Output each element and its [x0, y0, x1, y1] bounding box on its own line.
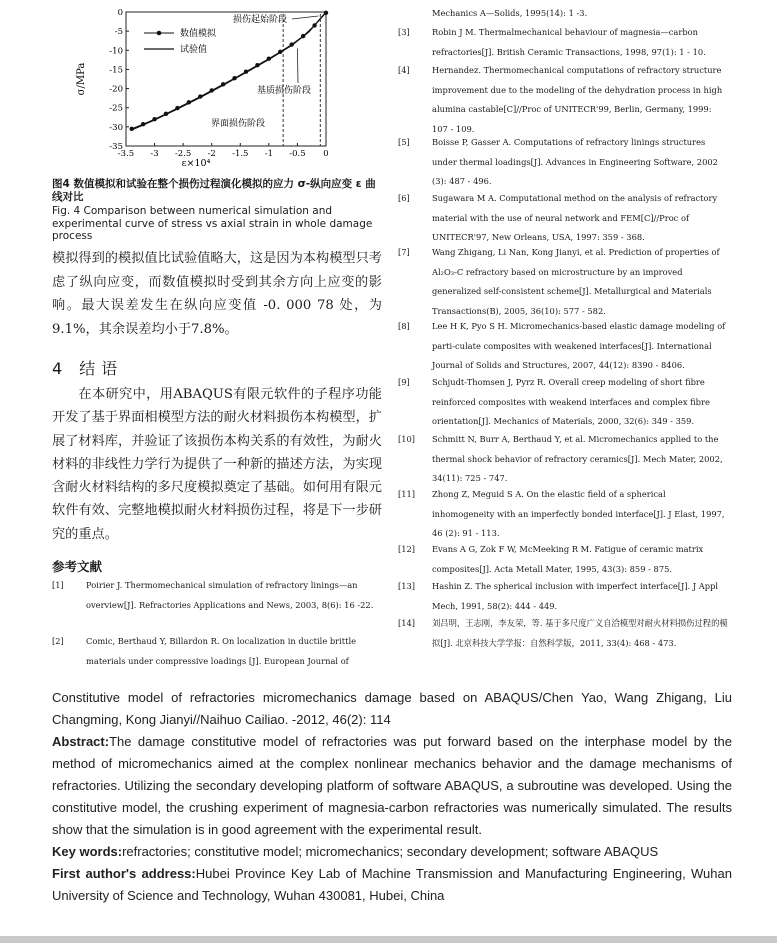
conclusion-text — [52, 383, 382, 546]
reference-number: [13] — [398, 581, 416, 591]
reference-number: [7] — [398, 247, 410, 257]
reference-number: [5] — [398, 137, 410, 147]
address-label: First author's address: — [52, 866, 196, 881]
keywords-line — [52, 841, 732, 863]
series-point-simulated — [187, 100, 191, 104]
references-heading: 参考文献 — [52, 559, 103, 574]
english-abstract — [52, 687, 732, 907]
series-point-simulated — [152, 117, 156, 121]
page-bottom-band — [0, 936, 777, 943]
chart-annotations — [211, 13, 320, 146]
series-point-simulated — [232, 76, 236, 80]
address-line — [52, 863, 732, 907]
figure-caption-en: Fig. 4 Comparison between numerical simulation and experimental curve of stress vs axial strain in whole damage process — [52, 205, 373, 242]
series-point-simulated — [198, 94, 202, 98]
reference-number: [11] — [398, 489, 416, 499]
reference-number: [14] — [398, 618, 416, 628]
reference-number: [1] — [52, 580, 64, 590]
y-tick-label: -30 — [109, 122, 123, 133]
x-tick-label: -2 — [207, 149, 216, 159]
abstract-paragraph — [52, 731, 732, 841]
series-line-experimental — [132, 12, 326, 130]
reference-number: [3] — [398, 27, 410, 37]
reference-text: Schmitt N, Burr A, Berthaud Y, et al. Micromechanics applied to the thermal shock behavior of refractory ceramics[J]. Mech Mater, 2002, 34(11): 725 - 747. — [432, 434, 723, 483]
legend-marker-simulated — [157, 31, 162, 36]
conclusion-paragraph: 在本研究中，用ABAQUS有限元软件的子程序功能开发了基于界面相模型方法的耐火材料损伤本构模型，扩展了材料库，并验证了该损伤本构关系的有效性，为耐火材料的非线性力学行为提供了一种新的描述方法，为实现含耐火材料结构的多尺度模拟奠定了基础。如何用有限元软件有效、完整地模拟耐火材料损伤过程，将是下一步研究的重点。 — [52, 387, 382, 542]
abstract-title-line: Constitutive model of refractories micromechanics damage based on ABAQUS/Chen Yao, Wang Zhigang, Liu Changming, Kong Jianyi//Naihuo Cailiao. -2012, 46(2): 114 — [52, 690, 732, 727]
reference-number: [4] — [398, 65, 410, 75]
annotation-matrix-damage: 基质损伤阶段 — [256, 86, 312, 96]
y-tick-label: -20 — [109, 84, 123, 95]
series-point-simulated — [267, 57, 271, 61]
abstract-label: Abstract: — [52, 734, 110, 749]
series-line-simulated — [132, 13, 326, 129]
reference-text: Hernandez. Thermomechanical computations of refractory structure improvement due to the modeling of the dehydration process in high alumina castable[C]//Proc of UNITECR'99, Berlin, Germany, 1999: 107 - 109. — [432, 65, 723, 134]
address-text: Hubei Province Key Lab of Machine Transmission and Manufacturing Engineering, Wuhan University of Science and Technology, Wuhan 430081, Hubei, China — [52, 866, 732, 903]
legend-label-simulated: 数值模拟 — [180, 29, 217, 39]
chart-legend — [144, 27, 217, 55]
x-tick-label: -1.5 — [232, 149, 249, 159]
reference-text: Lee H K, Pyo S H. Micromechanics-based elastic damage modeling of parti-culate composites with weakened interfaces[J]. International Journal of Solids and Structures, 2007, 44(12): 8390 - 8406. — [432, 321, 726, 370]
section-heading-conclusion: 4 结语 — [52, 359, 124, 378]
x-tick-label: 0 — [323, 149, 329, 159]
reference-text: Hashin Z. The spherical inclusion with imperfect interface[J]. J Appl Mech, 1991, 58(2): 444 - 449. — [432, 581, 719, 611]
series-point-simulated — [278, 50, 282, 54]
series-point-simulated — [164, 112, 168, 116]
series-point-simulated — [141, 122, 145, 126]
series-point-simulated — [255, 63, 259, 67]
keywords-text: refractories; constitutive model; micromechanics; secondary development; software ABAQUS — [122, 844, 659, 859]
reference-text: Wang Zhigang, Li Nan, Kong Jianyi, et al. Prediction of properties of Al₂O₃-C refractory based on microstructure by an improved generalized self-consistent scheme[J]. Metallurgical and Materials Transactions(B), 2005, 36(10): 577 - 582. — [432, 247, 720, 316]
reference-text: Sugawara M A. Computational method on the analysis of refractory material with the use of neural network and FEM[C]//Proc of UNITECR'97, New Orleans, USA, 1997: 359 - 368. — [432, 193, 718, 242]
y-tick-label: -35 — [109, 142, 123, 152]
reference-number: [12] — [398, 544, 416, 554]
body-paragraph: 模拟得到的模拟值比试验值略大，这是因为本构模型只考虑了纵向应变，而数值模拟时受到其余方向上应变的影响。最大误差发生在纵向应变值 -0. 000 78 处，为9.1%，其余误差均小于7.8%。 — [52, 251, 382, 337]
reference-number: [8] — [398, 321, 410, 331]
chart-series — [130, 11, 329, 131]
y-axis-label: σ/MPa — [76, 62, 87, 96]
reference-text: Zhong Z, Meguid S A. On the elastic field of a spherical inhomogeneity with an imperfectly bonded interface[J]. J Elast, 1997, 46 (2): 91 - 113. — [432, 489, 725, 538]
reference-text: 刘吕明，王志刚，李友荣，等. 基于多尺度广义自洽模型对耐火材料损伤过程的模拟[J]. 北京科技大学学报：自然科学版，2011, 33(4): 468 - 473. — [432, 618, 728, 648]
y-tick-label: 0 — [117, 8, 123, 18]
reference-number: [6] — [398, 193, 410, 203]
series-point-simulated — [175, 106, 179, 110]
x-tick-label: -3 — [150, 149, 159, 159]
series-point-simulated — [244, 70, 248, 74]
series-point-simulated — [312, 23, 316, 27]
reference-text: Robin J M. Thermalmechanical behaviour of magnesia—carbon refractories[J]. British Ceramic Transactions, 1998, 97(1): 1 - 10. — [432, 27, 706, 57]
series-point-simulated — [221, 82, 225, 86]
figure-caption-zh: 图4 数值模拟和试验在整个损伤过程演化模拟的应力 σ-纵向应变 ε 曲线对比 — [52, 178, 376, 203]
body-text — [52, 247, 382, 341]
reference-number: [2] — [52, 636, 64, 646]
y-tick-label: -10 — [109, 46, 123, 57]
series-point-simulated — [301, 34, 305, 38]
reference-number: [10] — [398, 434, 416, 444]
series-point-simulated — [210, 88, 214, 92]
y-tick-label: -15 — [109, 65, 123, 76]
annotation-arrow — [297, 49, 298, 83]
reference-text: Mechanics A—Solids, 1995(14): 1 -3. — [432, 8, 588, 18]
annotation-interface-damage: 界面损伤阶段 — [210, 119, 266, 129]
reference-text: Evans A G, Zok F W, McMeeking R M. Fatigue of ceramic matrix composites[J]. Acta Metall Mater, 1995, 43(3): 859 - 875. — [432, 544, 704, 574]
y-tick-label: -25 — [109, 103, 123, 114]
keywords-label: Key words: — [52, 844, 123, 859]
x-tick-label: -1 — [264, 149, 273, 159]
reference-text: Schjudt-Thomsen J, Pyrz R. Overall creep modeling of short fibre reinforced composites with weakend interfaces and complex fibre orientation[J]. Mechanics of Materials, 2000, 32(6): 349 - 359. — [432, 377, 710, 426]
annotation-damage-start: 损伤起始阶段 — [232, 15, 288, 25]
x-tick-label: -0.5 — [289, 149, 306, 159]
abstract-text: The damage constitutive model of refractories was put forward based on the interphase model by the method of micromechanics aimed at the complex nonlinear mechanics behavior and the damage mechanisms of refractories. Utilizing the secondary developing platform of software ABAQUS, a subroutine was developed. Using the constitutive model, the crushing experiment of magnesia-carbon refractories was numerically simulated. The results show that the simulation is in good agreement with the experimental result. — [52, 734, 732, 837]
x-tick-label: -2.5 — [174, 149, 192, 159]
stress-strain-chart — [70, 0, 360, 170]
x-axis-label: ε×10⁴ — [181, 158, 211, 169]
reference-text: Boisse P, Gasser A. Computations of refractory linings structures under thermal loadings[J]. Advances in Engineering Software, 2002 (3): 487 - 496. — [432, 137, 718, 186]
x-tick-label: -3.5 — [117, 149, 135, 159]
annotation-arrow — [292, 16, 318, 19]
reference-text: Poirier J. Thermomechanical simulation of refractory linings—an overview[J]. Refractories Applications and News, 2003, 8(6): 16 -22. — [86, 580, 374, 610]
series-point-simulated — [130, 127, 134, 131]
legend-label-experimental: 试验值 — [180, 45, 208, 55]
series-point-simulated — [290, 42, 294, 46]
reference-text: Comic, Berthaud Y, Billardon R. On localization in ductile brittle materials under compressive loadings [J]. European Journal of — [86, 636, 357, 666]
y-tick-label: -5 — [114, 27, 123, 38]
series-point-simulated — [324, 11, 328, 15]
chart-ticks — [109, 8, 328, 159]
reference-number: [9] — [398, 377, 410, 387]
